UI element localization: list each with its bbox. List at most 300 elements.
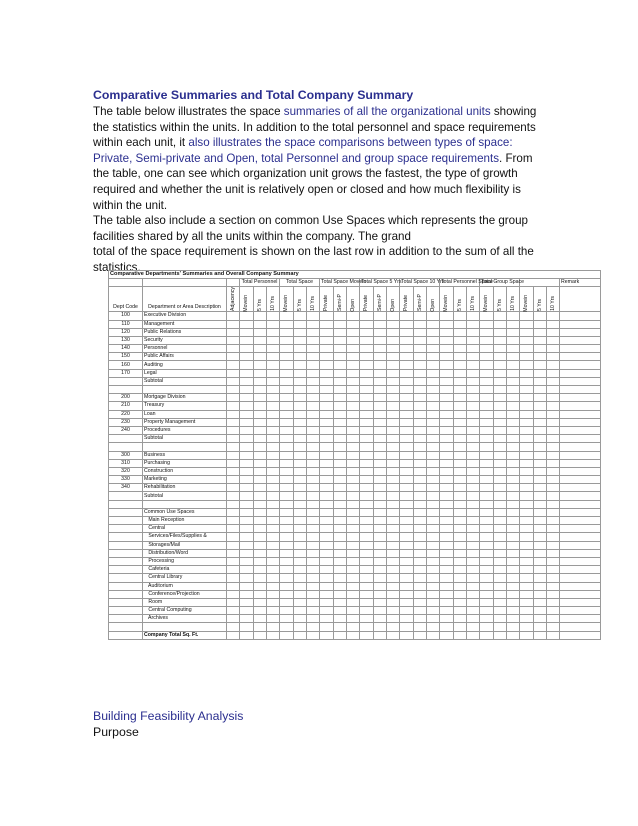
value-cell [560, 402, 601, 410]
value-cell [294, 394, 307, 402]
value-cell [227, 508, 240, 516]
value-cell [494, 410, 507, 418]
value-cell [520, 336, 534, 344]
value-cell [414, 459, 427, 467]
dept-code-cell: 130 [109, 336, 143, 344]
value-cell [440, 598, 454, 606]
value-cell [374, 435, 387, 443]
value-cell [547, 484, 560, 492]
value-cell [307, 517, 320, 525]
value-cell [240, 394, 254, 402]
value-cell [294, 500, 307, 508]
value-cell [227, 533, 240, 541]
table-row [109, 631, 601, 639]
value-cell [534, 459, 547, 467]
value-cell [507, 320, 520, 328]
value-cell [294, 410, 307, 418]
value-cell [334, 345, 347, 353]
value-cell [307, 492, 320, 500]
value-cell [454, 394, 467, 402]
value-cell [520, 615, 534, 623]
value-cell [534, 566, 547, 574]
space-comparison-link[interactable]: also illustrates the space comparisons between types of space: Private, Semi-private and Open, total Personnel and group space requirements [93, 136, 513, 165]
value-cell [414, 312, 427, 320]
value-cell [360, 484, 374, 492]
value-cell [374, 615, 387, 623]
next-section-subtitle: Purpose [93, 725, 139, 739]
value-cell [507, 402, 520, 410]
value-cell [547, 557, 560, 565]
value-cell [427, 574, 440, 582]
value-cell [320, 525, 334, 533]
value-cell [240, 533, 254, 541]
value-cell [387, 353, 400, 361]
value-cell [227, 426, 240, 434]
value-cell [427, 607, 440, 615]
value-cell [507, 336, 520, 344]
value-cell [467, 377, 480, 385]
value-cell [560, 386, 601, 394]
value-cell [440, 476, 454, 484]
table-row [109, 394, 601, 402]
value-cell [240, 402, 254, 410]
value-cell [480, 484, 494, 492]
value-cell [494, 566, 507, 574]
value-cell [454, 566, 467, 574]
dept-code-cell [109, 492, 143, 500]
header-open: Open [429, 298, 436, 312]
value-cell [240, 435, 254, 443]
value-cell [427, 508, 440, 516]
value-cell [387, 418, 400, 426]
value-cell [320, 541, 334, 549]
value-cell [427, 361, 440, 369]
value-cell [294, 435, 307, 443]
value-cell [267, 582, 280, 590]
value-cell [560, 598, 601, 606]
paragraph-text: . From the table, one can see which organization unit grows the fastest, the type of growth required and whether the unit is relatively open or closed and how much flexibility is within the unit. [93, 151, 533, 212]
value-cell [347, 492, 360, 500]
value-cell [427, 590, 440, 598]
value-cell [374, 525, 387, 533]
value-cell [560, 451, 601, 459]
value-cell [227, 566, 240, 574]
value-cell [454, 320, 467, 328]
value-cell [520, 525, 534, 533]
value-cell [320, 566, 334, 574]
value-cell [347, 451, 360, 459]
value-cell [360, 361, 374, 369]
value-cell [294, 557, 307, 565]
value-cell [387, 615, 400, 623]
value-cell [254, 451, 267, 459]
value-cell [280, 418, 294, 426]
value-cell [267, 517, 280, 525]
value-cell [467, 320, 480, 328]
header-10yrs: 10 Yrs [469, 296, 476, 312]
value-cell [494, 615, 507, 623]
value-cell [347, 426, 360, 434]
value-cell [360, 394, 374, 402]
value-cell [334, 492, 347, 500]
value-cell [267, 353, 280, 361]
value-cell [467, 541, 480, 549]
value-cell [280, 598, 294, 606]
value-cell [427, 525, 440, 533]
table-row [109, 541, 601, 549]
value-cell [520, 410, 534, 418]
value-cell [547, 410, 560, 418]
value-cell [427, 418, 440, 426]
value-cell [334, 631, 347, 639]
value-cell [240, 574, 254, 582]
value-cell [427, 615, 440, 623]
value-cell [387, 402, 400, 410]
value-cell [374, 517, 387, 525]
value-cell [534, 361, 547, 369]
value-cell [374, 369, 387, 377]
value-cell [280, 353, 294, 361]
value-cell [494, 386, 507, 394]
value-cell [254, 541, 267, 549]
value-cell [520, 377, 534, 385]
header-5yrs: 5 Yrs [256, 299, 263, 312]
value-cell [307, 484, 320, 492]
dept-code-cell [109, 590, 143, 598]
value-cell [560, 426, 601, 434]
value-cell [440, 607, 454, 615]
value-cell [374, 476, 387, 484]
value-cell [307, 394, 320, 402]
value-cell [360, 590, 374, 598]
value-cell [227, 386, 240, 394]
value-cell [414, 386, 427, 394]
description-cell: Public Affairs [143, 353, 227, 361]
value-cell [427, 312, 440, 320]
value-cell [427, 549, 440, 557]
value-cell [227, 418, 240, 426]
value-cell [254, 607, 267, 615]
value-cell [454, 426, 467, 434]
value-cell [480, 410, 494, 418]
value-cell [534, 467, 547, 475]
value-cell [254, 631, 267, 639]
value-cell [387, 582, 400, 590]
value-cell [280, 336, 294, 344]
value-cell [254, 328, 267, 336]
paragraph-text: total of the space requirement is shown on the last row in addition to the sum of all the statistics. [93, 245, 534, 274]
value-cell [400, 394, 414, 402]
value-cell [347, 435, 360, 443]
value-cell [414, 623, 427, 631]
value-cell [307, 500, 320, 508]
value-cell [547, 369, 560, 377]
value-cell [267, 615, 280, 623]
table-row [109, 598, 601, 606]
value-cell [480, 557, 494, 565]
value-cell [494, 467, 507, 475]
header-10yrs: 10 Yrs [269, 296, 276, 312]
value-cell [387, 443, 400, 451]
value-cell [347, 566, 360, 574]
value-cell [427, 451, 440, 459]
value-cell [347, 361, 360, 369]
value-cell [427, 386, 440, 394]
value-cell [334, 361, 347, 369]
value-cell [240, 517, 254, 525]
value-cell [414, 549, 427, 557]
value-cell [454, 467, 467, 475]
value-cell [414, 443, 427, 451]
value-cell [227, 598, 240, 606]
value-cell [400, 386, 414, 394]
value-cell [534, 607, 547, 615]
value-cell [294, 369, 307, 377]
value-cell [480, 566, 494, 574]
header-adjacency: Adjacency [229, 287, 236, 312]
value-cell [520, 386, 534, 394]
value-cell [374, 574, 387, 582]
value-cell [440, 549, 454, 557]
description-cell [143, 443, 227, 451]
value-cell [440, 492, 454, 500]
value-cell [307, 566, 320, 574]
value-cell [547, 574, 560, 582]
value-cell [427, 369, 440, 377]
value-cell [254, 517, 267, 525]
value-cell [560, 443, 601, 451]
value-cell [240, 549, 254, 557]
value-cell [374, 394, 387, 402]
value-cell [387, 566, 400, 574]
value-cell [440, 574, 454, 582]
value-cell [454, 500, 467, 508]
value-cell [320, 369, 334, 377]
value-cell [280, 517, 294, 525]
description-cell: Management [143, 320, 227, 328]
value-cell [454, 402, 467, 410]
value-cell [440, 517, 454, 525]
value-cell [254, 566, 267, 574]
dept-code-cell: 120 [109, 328, 143, 336]
value-cell [467, 500, 480, 508]
value-cell [240, 336, 254, 344]
value-cell [427, 467, 440, 475]
value-cell [494, 345, 507, 353]
value-cell [227, 492, 240, 500]
value-cell [360, 320, 374, 328]
value-cell [267, 377, 280, 385]
dept-code-cell: 310 [109, 459, 143, 467]
value-cell [294, 386, 307, 394]
value-cell [440, 566, 454, 574]
table-row [109, 582, 601, 590]
value-cell [254, 467, 267, 475]
value-cell [294, 615, 307, 623]
value-cell [374, 631, 387, 639]
value-cell [534, 557, 547, 565]
value-cell [534, 418, 547, 426]
value-cell [347, 386, 360, 394]
value-cell [414, 410, 427, 418]
value-cell [227, 525, 240, 533]
value-cell [400, 492, 414, 500]
value-cell [520, 459, 534, 467]
value-cell [227, 467, 240, 475]
header-semi-p: Semi-P [416, 294, 423, 312]
value-cell [320, 492, 334, 500]
value-cell [387, 533, 400, 541]
value-cell [454, 525, 467, 533]
value-cell [360, 418, 374, 426]
value-cell [294, 459, 307, 467]
value-cell [440, 410, 454, 418]
value-cell [240, 590, 254, 598]
value-cell [507, 598, 520, 606]
value-cell [467, 418, 480, 426]
value-cell [360, 500, 374, 508]
value-cell [227, 607, 240, 615]
value-cell [294, 377, 307, 385]
value-cell [374, 484, 387, 492]
value-cell [320, 320, 334, 328]
dept-code-cell: 300 [109, 451, 143, 459]
value-cell [547, 426, 560, 434]
value-cell [400, 517, 414, 525]
description-cell: Property Management [143, 418, 227, 426]
value-cell [520, 476, 534, 484]
value-cell [280, 410, 294, 418]
value-cell [347, 320, 360, 328]
value-cell [414, 500, 427, 508]
dept-code-cell [109, 615, 143, 623]
value-cell [240, 598, 254, 606]
value-cell [454, 435, 467, 443]
header-dept-code: Dept Code [109, 287, 143, 312]
value-cell [320, 459, 334, 467]
value-cell [494, 418, 507, 426]
value-cell [507, 386, 520, 394]
value-cell [267, 410, 280, 418]
value-cell [227, 500, 240, 508]
value-cell [227, 517, 240, 525]
value-cell [467, 484, 480, 492]
value-cell [227, 623, 240, 631]
units-link[interactable]: summaries of all the organizational units [283, 105, 491, 118]
value-cell [307, 549, 320, 557]
value-cell [400, 557, 414, 565]
value-cell [560, 533, 601, 541]
value-cell [374, 443, 387, 451]
value-cell [400, 451, 414, 459]
value-cell [507, 410, 520, 418]
value-cell [414, 517, 427, 525]
value-cell [427, 566, 440, 574]
value-cell [374, 361, 387, 369]
value-cell [547, 476, 560, 484]
value-cell [427, 377, 440, 385]
value-cell [480, 500, 494, 508]
value-cell [547, 598, 560, 606]
value-cell [507, 533, 520, 541]
value-cell [387, 500, 400, 508]
value-cell [347, 377, 360, 385]
value-cell [507, 361, 520, 369]
value-cell [320, 557, 334, 565]
value-cell [454, 443, 467, 451]
value-cell [494, 320, 507, 328]
value-cell [360, 517, 374, 525]
value-cell [240, 377, 254, 385]
value-cell [520, 566, 534, 574]
value-cell [467, 402, 480, 410]
value-cell [520, 598, 534, 606]
value-cell [400, 566, 414, 574]
value-cell [507, 443, 520, 451]
value-cell [454, 533, 467, 541]
value-cell [427, 517, 440, 525]
description-cell: Personnel [143, 345, 227, 353]
value-cell [547, 435, 560, 443]
value-cell [267, 312, 280, 320]
value-cell [560, 361, 601, 369]
value-cell [387, 451, 400, 459]
value-cell [334, 336, 347, 344]
next-section-title: Building Feasibility Analysis [93, 709, 244, 723]
value-cell [480, 443, 494, 451]
value-cell [560, 541, 601, 549]
table-row [109, 345, 601, 353]
value-cell [480, 549, 494, 557]
value-cell [227, 353, 240, 361]
value-cell [454, 574, 467, 582]
value-cell [334, 582, 347, 590]
value-cell [454, 386, 467, 394]
value-cell [240, 492, 254, 500]
value-cell [494, 484, 507, 492]
value-cell [240, 328, 254, 336]
value-cell [414, 615, 427, 623]
value-cell [480, 467, 494, 475]
value-cell [454, 508, 467, 516]
value-cell [520, 418, 534, 426]
value-cell [454, 361, 467, 369]
value-cell [294, 566, 307, 574]
value-cell [374, 377, 387, 385]
value-cell [307, 582, 320, 590]
dept-code-cell: 320 [109, 467, 143, 475]
value-cell [240, 353, 254, 361]
value-cell [320, 590, 334, 598]
value-cell [560, 435, 601, 443]
value-cell [334, 607, 347, 615]
value-cell [560, 590, 601, 598]
value-cell [267, 492, 280, 500]
value-cell [494, 623, 507, 631]
value-cell [254, 402, 267, 410]
value-cell [320, 386, 334, 394]
value-cell [414, 336, 427, 344]
description-cell: Subtotal [143, 377, 227, 385]
value-cell [414, 418, 427, 426]
value-cell [400, 426, 414, 434]
value-cell [227, 435, 240, 443]
value-cell [480, 426, 494, 434]
value-cell [454, 615, 467, 623]
description-cell: Loan [143, 410, 227, 418]
table-row [109, 607, 601, 615]
value-cell [400, 312, 414, 320]
